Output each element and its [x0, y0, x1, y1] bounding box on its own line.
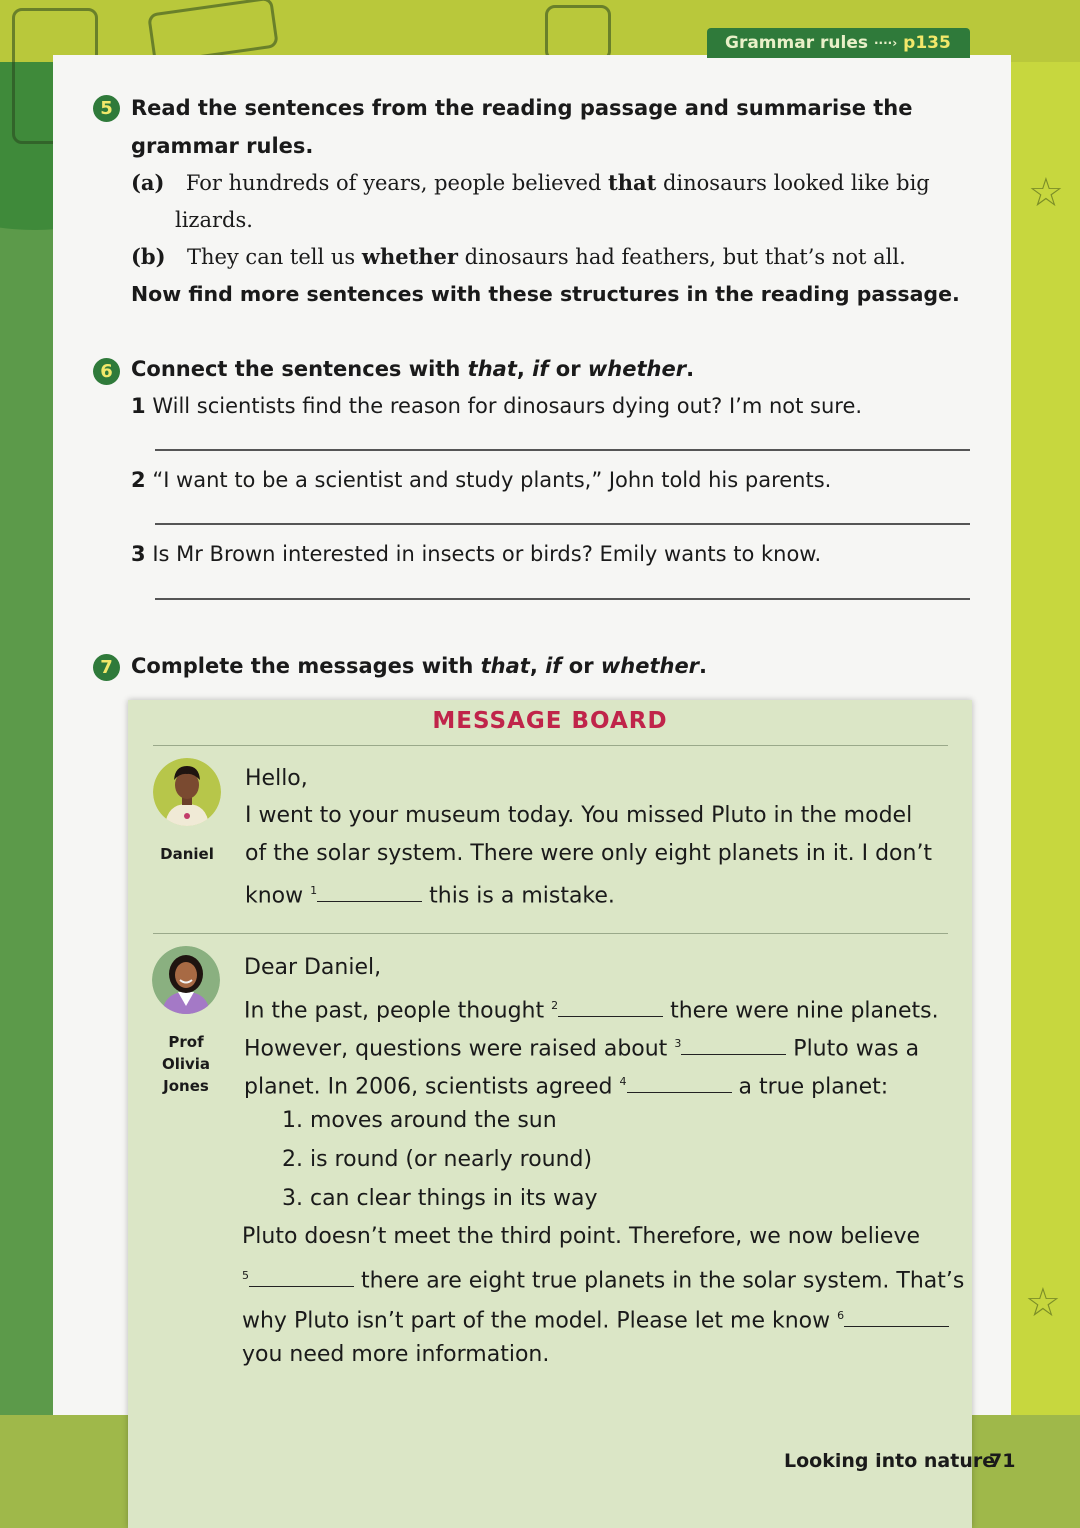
- daniel-line-4-pre: know: [245, 883, 311, 909]
- prof-line-2-pre: In the past, people thought: [244, 998, 552, 1024]
- blank-4[interactable]: [627, 1091, 732, 1093]
- grammar-rules-page: p135: [903, 33, 951, 53]
- item-number: 3: [131, 542, 146, 566]
- prof-line-2-post: there were nine planets.: [663, 998, 939, 1024]
- blank-6[interactable]: [844, 1325, 949, 1327]
- blank-number-3: 3: [674, 1037, 682, 1050]
- exercise-6-comma: ,: [516, 357, 533, 381]
- example-a-line2: lizards.: [175, 208, 253, 232]
- prof-line-2: [244, 987, 939, 1030]
- message-board-title: MESSAGE BOARD: [432, 708, 668, 734]
- prof-line-3-post: Pluto was a: [786, 1036, 920, 1062]
- exercise-7-word-that: that: [480, 654, 530, 678]
- prof-name-line3: Jones: [163, 1077, 209, 1095]
- blank-number-6: 6: [837, 1309, 845, 1322]
- prof-line-10-pre: why Pluto isn’t part of the model. Please let me know: [242, 1308, 838, 1334]
- example-a-text-before: For hundreds of years, people believed: [185, 171, 609, 195]
- exercise-7-badge: 7: [93, 654, 120, 681]
- exercise-6-instruction: [131, 350, 694, 388]
- prof-line-9: [242, 1257, 964, 1300]
- exercise-6-or: or: [548, 357, 588, 381]
- daniel-line-1: Hello,: [245, 766, 308, 791]
- blank-3[interactable]: [681, 1053, 786, 1055]
- daniel-line-2: I went to your museum today. You missed Pluto in the model: [245, 803, 913, 828]
- prof-point-2: 2. is round (or nearly round): [282, 1147, 593, 1172]
- blank-number-5: 5: [242, 1269, 249, 1282]
- star-doodle-icon: ☆: [1028, 170, 1064, 216]
- daniel-avatar: [153, 758, 221, 826]
- exercise-5-find-more: Now find more sentences with these structures in the reading passage.: [131, 282, 960, 306]
- message-board: [128, 700, 972, 1528]
- star-doodle-icon: ☆: [1025, 1280, 1061, 1326]
- item-number: 1: [131, 394, 146, 418]
- exercise-6-word-if: if: [532, 357, 549, 381]
- example-a: [131, 164, 930, 202]
- answer-line-1[interactable]: [155, 449, 970, 451]
- exercise-6-badge: 6: [93, 358, 120, 385]
- daniel-line-3: of the solar system. There were only eight planets in it. I don’t: [245, 841, 933, 866]
- example-b-text-after: dinosaurs had feathers, but that’s not all.: [457, 245, 906, 269]
- blank-1[interactable]: [317, 900, 422, 902]
- prof-line-3: [244, 1025, 919, 1068]
- example-a-bold: that: [608, 170, 657, 195]
- exercise-7-word-whether: whether: [600, 654, 700, 678]
- prof-point-3: 3. can clear things in its way: [282, 1186, 598, 1211]
- exercise-6-item-3: [131, 535, 821, 573]
- exercise-5-instruction-line1: Read the sentences from the reading passage and summarise the: [131, 96, 913, 120]
- grammar-rules-label: Grammar rules: [725, 33, 868, 53]
- prof-line-11: you need more information.: [242, 1342, 550, 1367]
- separator: [153, 933, 948, 934]
- prof-point-1: 1. moves around the sun: [282, 1108, 557, 1133]
- exercise-7-instruction: [131, 647, 707, 685]
- example-a-label: (a): [131, 170, 165, 195]
- exercise-7-instruction-text: Complete the messages with: [131, 654, 481, 678]
- daniel-name: Daniel: [160, 845, 214, 863]
- blank-number-2: 2: [551, 999, 559, 1012]
- prof-name-line2: Olivia: [161, 1055, 211, 1073]
- exercise-6-word-whether: whether: [587, 357, 687, 381]
- prof-name: [152, 1031, 220, 1097]
- daniel-avatar-icon: [153, 758, 221, 826]
- example-a-text-after: dinosaurs looked like big: [656, 171, 930, 195]
- prof-line-1: Dear Daniel,: [244, 955, 382, 980]
- exercise-6-word-that: that: [467, 357, 517, 381]
- prof-line-4-pre: planet. In 2006, scientists agreed: [244, 1074, 620, 1100]
- page-number: 71: [989, 1450, 1016, 1472]
- letter-box-doodle-icon: [545, 5, 611, 61]
- prof-line-9-post: there are eight true planets in the solar system. That’s: [354, 1268, 965, 1294]
- exercise-6-instruction-text: Connect the sentences with: [131, 357, 468, 381]
- prof-name-line1: Prof: [168, 1033, 204, 1051]
- item-text: Will scientists find the reason for dinosaurs dying out? I’m not sure.: [152, 394, 863, 418]
- example-b-text-before: They can tell us: [186, 245, 362, 269]
- exercise-6-item-1: [131, 387, 862, 425]
- prof-line-3-pre: However, questions were raised about: [244, 1036, 675, 1062]
- blank-2[interactable]: [558, 1015, 663, 1017]
- answer-line-2[interactable]: [155, 523, 970, 525]
- daniel-line-4-post: this is a mistake.: [422, 883, 615, 909]
- exercise-7-comma: ,: [529, 654, 546, 678]
- item-text: Is Mr Brown interested in insects or birds? Emily wants to know.: [152, 542, 822, 566]
- exercise-5-badge: 5: [93, 95, 120, 122]
- prof-avatar: [152, 946, 220, 1014]
- exercise-6-period: .: [686, 357, 695, 381]
- prof-line-8: Pluto doesn’t meet the third point. Therefore, we now believe: [242, 1224, 921, 1249]
- exercise-5-instruction-line2: grammar rules.: [131, 134, 314, 158]
- arrow-right-icon: ····›: [873, 36, 898, 50]
- prof-line-4: [244, 1063, 888, 1106]
- example-b: [131, 238, 906, 276]
- prof-avatar-icon: [152, 946, 220, 1014]
- exercise-6-item-2: [131, 461, 831, 499]
- grammar-rules-tab[interactable]: [707, 28, 970, 58]
- item-text: “I want to be a scientist and study plants,” John told his parents.: [152, 468, 832, 492]
- footer-section-title: Looking into nature: [784, 1450, 996, 1472]
- exercise-7-period: .: [699, 654, 708, 678]
- exercise-7-or: or: [561, 654, 601, 678]
- prof-line-10: [242, 1297, 949, 1340]
- daniel-line-4: [245, 872, 615, 915]
- example-b-label: (b): [131, 244, 166, 269]
- prof-line-4-post: a true planet:: [731, 1074, 889, 1100]
- exercise-7-word-if: if: [545, 654, 562, 678]
- example-b-bold: whether: [361, 244, 458, 269]
- item-number: 2: [131, 468, 146, 492]
- blank-number-4: 4: [619, 1075, 627, 1088]
- separator: [153, 745, 948, 746]
- answer-line-3[interactable]: [155, 598, 970, 600]
- blank-number-1: 1: [310, 884, 318, 897]
- blank-5[interactable]: [249, 1285, 354, 1287]
